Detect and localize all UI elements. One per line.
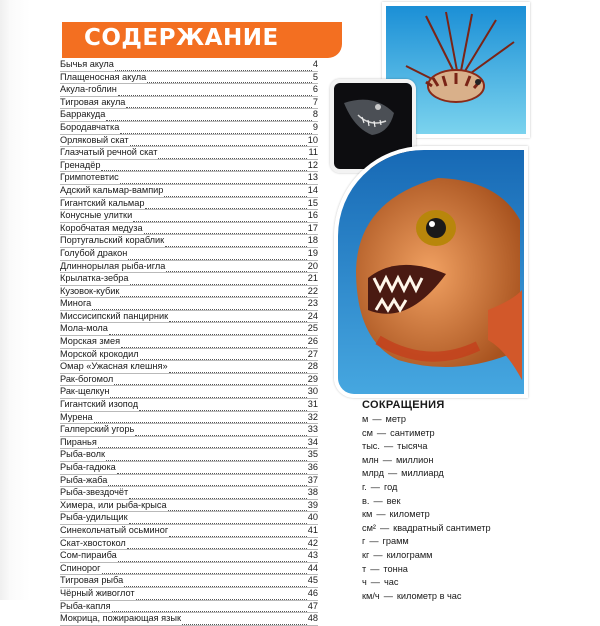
toc-entry: [60, 386, 318, 399]
toc-entry-page: 24: [307, 310, 318, 321]
abbreviations-section: [362, 399, 542, 603]
toc-entry-title: Рыба-гадюка: [60, 462, 116, 472]
abbreviation-meaning: метр: [385, 414, 406, 424]
toc-leader-dots: [133, 213, 307, 222]
toc-entry-page: 16: [307, 210, 318, 221]
piranha-image: [338, 150, 524, 394]
toc-entry-title: Морская змея: [60, 336, 121, 347]
toc-leader-dots: [158, 150, 307, 159]
toc-leader-dots: [129, 515, 307, 524]
toc-entry-page: 13: [307, 172, 318, 183]
toc-leader-dots: [117, 465, 307, 474]
toc-entry: [60, 248, 318, 261]
toc-entry-page: 14: [307, 184, 318, 195]
toc-leader-dots: [139, 402, 307, 411]
toc-entry-title: Акула-гоблин: [60, 84, 117, 95]
toc-entry: [60, 475, 318, 488]
abbreviation-row: [362, 522, 542, 536]
toc-entry-title: Длиннорылая рыба-игла: [60, 260, 166, 271]
toc-entry: [60, 613, 318, 626]
toc-entry: [60, 185, 318, 198]
toc-entry: [60, 361, 318, 374]
toc-leader-dots: [120, 288, 306, 297]
toc-entry-page: 26: [307, 336, 318, 347]
toc-entry-page: 27: [307, 348, 318, 359]
toc-entry-page: 36: [307, 462, 318, 472]
toc-leader-dots: [164, 188, 306, 197]
toc-entry-page: 33: [307, 424, 318, 435]
toc-entry-title: Гримпотевтис: [60, 172, 119, 183]
toc-entry-page: 6: [312, 84, 318, 95]
toc-entry: [60, 512, 318, 525]
toc-leader-dots: [127, 540, 307, 549]
toc-entry-page: 48: [307, 613, 318, 624]
toc-entry-title: Гигантский кальмар: [60, 197, 145, 208]
abbreviation-short: г: [362, 536, 366, 547]
abbreviation-dash: —: [383, 590, 393, 601]
toc-leader-dots: [106, 112, 312, 121]
toc-entry: [60, 575, 318, 588]
toc-entry-page: 18: [307, 235, 318, 246]
toc-leader-dots: [147, 74, 312, 83]
toc-entry-title: Мурена: [60, 411, 93, 422]
abbreviation-dash: —: [369, 536, 379, 547]
toc-entry-page: 15: [307, 197, 318, 208]
toc-entry-page: 46: [307, 587, 318, 598]
toc-entry: [60, 412, 318, 425]
toc-entry-title: Крылатка-зебра: [60, 273, 129, 284]
toc-entry: [60, 286, 318, 299]
toc-leader-dots: [101, 162, 306, 171]
toc-entry-page: 32: [307, 411, 318, 422]
abbreviation-dash: —: [372, 414, 382, 424]
toc-entry: [60, 588, 318, 601]
toc-entry-page: 29: [307, 373, 318, 384]
toc-entry-title: Синекольчатый осьминог: [60, 524, 169, 535]
toc-entry-page: 23: [307, 298, 318, 309]
toc-entry-page: 41: [307, 524, 318, 535]
abbreviation-short: см: [362, 427, 373, 438]
abbreviation-dash: —: [373, 495, 383, 506]
toc-entry-title: Коробчатая медуза: [60, 222, 143, 233]
toc-entry-title: Орляковый скат: [60, 134, 129, 145]
toc-entry: [60, 311, 318, 324]
abbreviation-meaning: час: [383, 577, 399, 588]
abbreviation-row: [362, 454, 542, 468]
abbreviation-short: см²: [362, 522, 376, 533]
abbreviation-meaning: километр: [389, 509, 430, 520]
toc-leader-dots: [169, 528, 307, 537]
toc-leader-dots: [120, 125, 312, 134]
toc-entry-page: 39: [307, 499, 318, 510]
abbreviation-short: млрд: [362, 468, 384, 479]
toc-entry-title: Гигантский изопод: [60, 399, 139, 410]
abbreviation-meaning: миллион: [395, 454, 434, 465]
abbreviation-row: [362, 508, 542, 522]
abbreviation-dash: —: [370, 481, 380, 492]
toc-entry-page: 22: [307, 285, 318, 296]
toc-entry-title: Бородавчатка: [60, 121, 120, 132]
toc-entry-title: Глазчатый речной скат: [60, 147, 158, 158]
toc-entry: [60, 223, 318, 236]
toc-entry-page: 43: [307, 550, 318, 561]
toc-leader-dots: [102, 565, 307, 574]
abbreviation-short: в.: [362, 495, 370, 506]
toc-entry-title: Барракуда: [60, 109, 106, 120]
abbreviation-short: км: [362, 509, 373, 520]
toc-entry-title: Рак-щелкун: [60, 386, 110, 397]
abbreviation-row: [362, 590, 542, 604]
abbreviation-meaning: тысяча: [397, 441, 428, 452]
toc-entry-page: 42: [307, 537, 318, 548]
toc-entry: [60, 97, 318, 110]
toc-entry: [60, 172, 318, 185]
toc-entry-page: 25: [307, 323, 318, 334]
toc-leader-dots: [121, 339, 307, 348]
toc-entry: [60, 261, 318, 274]
toc-entry: [60, 235, 318, 248]
toc-entry-title: Рыба-волк: [60, 449, 106, 460]
abbreviation-short: г.: [362, 481, 367, 492]
abbreviation-short: т: [362, 563, 367, 574]
toc-entry-page: 17: [307, 222, 318, 233]
toc-entry-page: 38: [307, 487, 318, 498]
toc-entry-page: 7: [312, 96, 318, 107]
abbreviation-row: [362, 413, 542, 427]
toc-leader-dots: [169, 364, 307, 373]
toc-leader-dots: [114, 376, 307, 385]
toc-leader-dots: [130, 137, 307, 146]
toc-leader-dots: [112, 603, 307, 612]
abbreviation-meaning: век: [386, 495, 401, 506]
toc-entry-title: Адский кальмар-вампир: [60, 184, 164, 195]
toc-leader-dots: [169, 313, 307, 322]
toc-entry: [60, 336, 318, 349]
abbreviation-dash: —: [376, 427, 387, 438]
abbreviation-row: [362, 576, 542, 590]
toc-entry-page: 44: [307, 562, 318, 573]
toc-entry-page: 10: [307, 134, 318, 145]
toc-entry: [60, 210, 318, 223]
abbreviation-meaning: квадратный сантиметр: [393, 522, 491, 533]
toc-entry-page: 5: [312, 71, 318, 82]
toc-entry: [60, 84, 318, 97]
toc-leader-dots: [129, 490, 307, 499]
toc-entry-page: 21: [307, 273, 318, 284]
abbreviation-dash: —: [370, 577, 380, 588]
toc-entry-page: 11: [308, 147, 318, 158]
abbreviation-short: тыс.: [362, 441, 380, 452]
toc-entry-title: Португальский кораблик: [60, 235, 165, 246]
toc-leader-dots: [128, 251, 306, 260]
toc-entry-title: Гренадёр: [60, 159, 101, 170]
abbreviation-dash: —: [383, 441, 394, 452]
abbreviation-dash: —: [387, 468, 398, 479]
toc-entry-title: Рыба-жаба: [60, 474, 108, 485]
toc-leader-dots: [109, 326, 307, 335]
toc-leader-dots: [124, 578, 307, 587]
toc-leader-dots: [165, 238, 307, 247]
toc-leader-dots: [118, 553, 307, 562]
toc-entry-title: Сом-пираиба: [60, 550, 117, 561]
abbreviation-short: ч: [362, 577, 367, 588]
toc-entry: [60, 349, 318, 362]
toc-entry-title: Чёрный живоглот: [60, 587, 135, 598]
toc-leader-dots: [140, 351, 307, 360]
toc-entry-title: Тигровая рыба: [60, 575, 124, 586]
abbreviation-meaning: год: [383, 481, 398, 492]
toc-leader-dots: [130, 276, 307, 285]
table-of-contents: [60, 59, 318, 626]
toc-entry-page: 30: [307, 386, 318, 397]
toc-leader-dots: [118, 87, 312, 96]
toc-entry: [60, 273, 318, 286]
toc-leader-dots: [108, 477, 306, 486]
toc-entry: [60, 525, 318, 538]
toc-entry-title: Кузовок-кубик: [60, 285, 120, 296]
abbreviation-dash: —: [376, 509, 386, 520]
toc-entry: [60, 563, 318, 576]
toc-entry: [60, 109, 318, 122]
toc-entry: [60, 424, 318, 437]
abbreviation-row: [362, 535, 542, 549]
toc-leader-dots: [115, 62, 312, 71]
abbreviations-list: [362, 413, 542, 603]
abbreviation-meaning: грамм: [382, 536, 409, 547]
toc-entry-page: 40: [307, 512, 318, 523]
page-title: СОДЕРЖАНИЕ: [84, 25, 279, 51]
toc-entry-page: 12: [307, 159, 318, 170]
toc-leader-dots: [136, 591, 307, 600]
toc-entry-title: Рыба-удильщик: [60, 512, 128, 523]
toc-entry-title: Миссисипский панцирник: [60, 310, 169, 321]
abbreviation-short: млн: [362, 454, 379, 465]
toc-entry-title: Голубой дракон: [60, 247, 128, 258]
toc-entry-title: Мокрица, пожирающая язык: [60, 613, 181, 624]
toc-entry: [60, 449, 318, 462]
toc-entry-title: Конусные улитки: [60, 210, 133, 221]
toc-entry: [60, 550, 318, 563]
toc-entry: [60, 487, 318, 500]
abbreviation-dash: —: [370, 563, 380, 574]
toc-entry-page: 9: [312, 121, 318, 132]
toc-leader-dots: [120, 175, 307, 184]
toc-entry-page: 35: [307, 449, 318, 460]
abbreviation-row: [362, 467, 542, 481]
toc-entry: [60, 298, 318, 311]
toc-entry: [60, 374, 318, 387]
toc-entry-page: 37: [307, 474, 318, 485]
abbreviation-meaning: миллиард: [401, 468, 444, 479]
toc-entry-title: Бычья акула: [60, 59, 114, 69]
toc-entry-title: Пиранья: [60, 436, 97, 447]
toc-entry-title: Рыба-звездочёт: [60, 487, 129, 498]
toc-entry: [60, 122, 318, 135]
abbreviation-short: м: [362, 414, 369, 424]
piranha-photo: [334, 146, 528, 398]
toc-leader-dots: [126, 99, 311, 108]
toc-entry-title: Морской крокодил: [60, 348, 139, 359]
toc-entry: [60, 59, 318, 72]
toc-leader-dots: [144, 225, 307, 234]
toc-entry: [60, 198, 318, 211]
abbreviation-meaning: килограмм: [386, 549, 433, 560]
toc-entry-page: 45: [307, 575, 318, 586]
toc-entry: [60, 323, 318, 336]
abbreviation-short: км/ч: [362, 590, 380, 601]
abbreviation-meaning: километр в час: [396, 590, 462, 601]
abbreviation-row: [362, 440, 542, 454]
abbreviation-dash: —: [382, 454, 392, 465]
abbreviation-row: [362, 495, 542, 509]
abbreviation-dash: —: [373, 549, 383, 560]
toc-entry-page: 19: [307, 247, 318, 258]
abbreviation-row: [362, 481, 542, 495]
toc-leader-dots: [145, 200, 306, 209]
toc-leader-dots: [135, 427, 306, 436]
toc-leader-dots: [166, 263, 306, 272]
abbreviation-row: [362, 563, 542, 577]
toc-entry-page: 20: [307, 260, 318, 271]
toc-leader-dots: [106, 452, 307, 461]
toc-entry-page: 4: [312, 59, 318, 69]
toc-entry-page: 31: [307, 399, 318, 410]
toc-leader-dots: [168, 502, 307, 511]
toc-entry-page: 8: [312, 109, 318, 120]
toc-entry-title: Омар «Ужасная клешня»: [60, 361, 168, 372]
toc-leader-dots: [94, 414, 307, 423]
toc-entry: [60, 72, 318, 85]
toc-entry-page: 34: [307, 436, 318, 447]
toc-entry: [60, 437, 318, 450]
toc-entry-title: Плащеносная акула: [60, 71, 147, 82]
toc-entry: [60, 160, 318, 173]
toc-entry-title: Рыба-капля: [60, 600, 111, 611]
toc-entry: [60, 538, 318, 551]
abbreviation-short: кг: [362, 549, 370, 560]
toc-entry-title: Скат-хвостокол: [60, 537, 126, 548]
toc-entry-title: Спинорог: [60, 562, 101, 573]
abbreviation-meaning: сантиметр: [390, 427, 435, 438]
toc-entry-title: Мола-мола: [60, 323, 108, 334]
toc-entry: [60, 500, 318, 513]
toc-entry: [60, 135, 318, 148]
toc-entry-page: 28: [307, 361, 318, 372]
toc-entry-title: Галперский угорь: [60, 424, 135, 435]
toc-entry-title: Минога: [60, 298, 92, 309]
toc-leader-dots: [92, 301, 307, 310]
toc-entry-title: Химера, или рыба-крыса: [60, 499, 167, 510]
toc-leader-dots: [110, 389, 306, 398]
abbreviation-row: [362, 549, 542, 563]
abbreviation-meaning: тонна: [383, 563, 408, 574]
toc-entry: [60, 399, 318, 412]
toc-entry-title: Тигровая акула: [60, 96, 126, 107]
toc-leader-dots: [182, 616, 307, 625]
abbreviations-title: СОКРАЩЕНИЯ: [362, 399, 445, 411]
toc-leader-dots: [98, 439, 307, 448]
abbreviation-dash: —: [379, 522, 390, 533]
toc-entry: [60, 601, 318, 614]
toc-entry: [60, 462, 318, 475]
toc-entry-title: Рак-богомол: [60, 373, 114, 384]
toc-entry: [60, 147, 318, 160]
toc-entry-page: 47: [307, 600, 318, 611]
abbreviation-row: [362, 427, 542, 441]
